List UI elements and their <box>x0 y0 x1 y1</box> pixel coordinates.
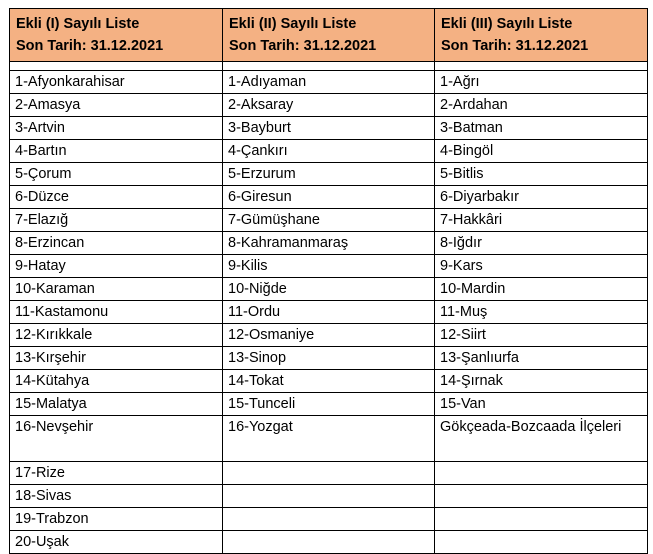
header-list-1-deadline: Son Tarih: 31.12.2021 <box>16 38 164 54</box>
table-cell: 15-Van <box>435 393 648 416</box>
table-cell <box>223 485 435 508</box>
table-cell <box>435 462 648 485</box>
table-row <box>10 163 648 186</box>
table-cell: 4-Çankırı <box>223 140 435 163</box>
table-cell: 20-Uşak <box>10 531 223 554</box>
table-cell: 16-Nevşehir <box>10 416 223 462</box>
table-cell: 2-Amasya <box>10 94 223 117</box>
table-cell <box>223 508 435 531</box>
table-row <box>10 255 648 278</box>
header-row <box>10 9 648 62</box>
table-row <box>10 232 648 255</box>
table-row <box>10 462 648 485</box>
table-row <box>10 140 648 163</box>
table-cell: 13-Sinop <box>223 347 435 370</box>
header-list-2-deadline: Son Tarih: 31.12.2021 <box>229 38 377 54</box>
table-cell: 2-Aksaray <box>223 94 435 117</box>
table-cell: 5-Bitlis <box>435 163 648 186</box>
table-row <box>10 531 648 554</box>
table-cell: 6-Giresun <box>223 186 435 209</box>
table-cell: 19-Trabzon <box>10 508 223 531</box>
header-spacer-row <box>10 62 648 71</box>
table-cell <box>223 531 435 554</box>
table-cell: 18-Sivas <box>10 485 223 508</box>
table-row <box>10 301 648 324</box>
table-cell: 4-Bingöl <box>435 140 648 163</box>
spacer-cell <box>223 62 435 71</box>
table-cell: 12-Kırıkkale <box>10 324 223 347</box>
table-cell: 13-Şanlıurfa <box>435 347 648 370</box>
table-cell: 14-Kütahya <box>10 370 223 393</box>
table-cell: 3-Batman <box>435 117 648 140</box>
table-cell: 9-Kars <box>435 255 648 278</box>
table-cell: 1-Ağrı <box>435 71 648 94</box>
table-cell: 11-Ordu <box>223 301 435 324</box>
table-cell: 1-Afyonkarahisar <box>10 71 223 94</box>
table-cell: 11-Kastamonu <box>10 301 223 324</box>
table-cell: 15-Malatya <box>10 393 223 416</box>
table-cell <box>435 508 648 531</box>
header-list-3 <box>435 9 648 62</box>
table-row <box>10 209 648 232</box>
table-row <box>10 416 648 462</box>
table-cell: 12-Osmaniye <box>223 324 435 347</box>
table-cell: 4-Bartın <box>10 140 223 163</box>
table-cell: 10-Karaman <box>10 278 223 301</box>
table-row <box>10 117 648 140</box>
header-list-2 <box>223 9 435 62</box>
table-cell: 15-Tunceli <box>223 393 435 416</box>
table-cell: 14-Tokat <box>223 370 435 393</box>
table-row <box>10 71 648 94</box>
table-cell: 7-Gümüşhane <box>223 209 435 232</box>
table-cell: 6-Diyarbakır <box>435 186 648 209</box>
header-list-2-title: Ekli (II) Sayılı Liste <box>229 16 357 32</box>
table-cell: Gökçeada-Bozcaada İlçeleri <box>435 416 648 462</box>
table-cell: 8-Iğdır <box>435 232 648 255</box>
table-row <box>10 347 648 370</box>
table-cell: 16-Yozgat <box>223 416 435 462</box>
table-cell <box>223 462 435 485</box>
table-row <box>10 94 648 117</box>
table-cell: 3-Bayburt <box>223 117 435 140</box>
table-cell: 10-Mardin <box>435 278 648 301</box>
table-cell: 7-Hakkâri <box>435 209 648 232</box>
table-cell: 17-Rize <box>10 462 223 485</box>
table-row <box>10 278 648 301</box>
table-cell: 8-Kahramanmaraş <box>223 232 435 255</box>
province-list-table <box>9 8 648 554</box>
table-cell: 1-Adıyaman <box>223 71 435 94</box>
table-cell: 13-Kırşehir <box>10 347 223 370</box>
table-cell: 3-Artvin <box>10 117 223 140</box>
header-list-1-title: Ekli (I) Sayılı Liste <box>16 16 140 32</box>
table-cell: 7-Elazığ <box>10 209 223 232</box>
table-cell: 12-Siirt <box>435 324 648 347</box>
table-row <box>10 324 648 347</box>
spacer-cell <box>435 62 648 71</box>
table-cell: 11-Muş <box>435 301 648 324</box>
table-cell: 8-Erzincan <box>10 232 223 255</box>
header-list-3-title: Ekli (III) Sayılı Liste <box>441 16 573 32</box>
table-row <box>10 508 648 531</box>
table-row <box>10 485 648 508</box>
table-cell: 14-Şırnak <box>435 370 648 393</box>
table-cell: 5-Erzurum <box>223 163 435 186</box>
table-cell: 9-Hatay <box>10 255 223 278</box>
table-cell: 5-Çorum <box>10 163 223 186</box>
table-cell: 10-Niğde <box>223 278 435 301</box>
table-cell <box>435 485 648 508</box>
header-list-3-deadline: Son Tarih: 31.12.2021 <box>441 38 589 54</box>
spacer-cell <box>10 62 223 71</box>
province-list-table-wrapper <box>9 8 648 554</box>
table-row <box>10 370 648 393</box>
table-row <box>10 393 648 416</box>
table-cell: 9-Kilis <box>223 255 435 278</box>
table-row <box>10 186 648 209</box>
table-cell: 2-Ardahan <box>435 94 648 117</box>
header-list-1 <box>10 9 223 62</box>
table-cell <box>435 531 648 554</box>
table-cell: 6-Düzce <box>10 186 223 209</box>
